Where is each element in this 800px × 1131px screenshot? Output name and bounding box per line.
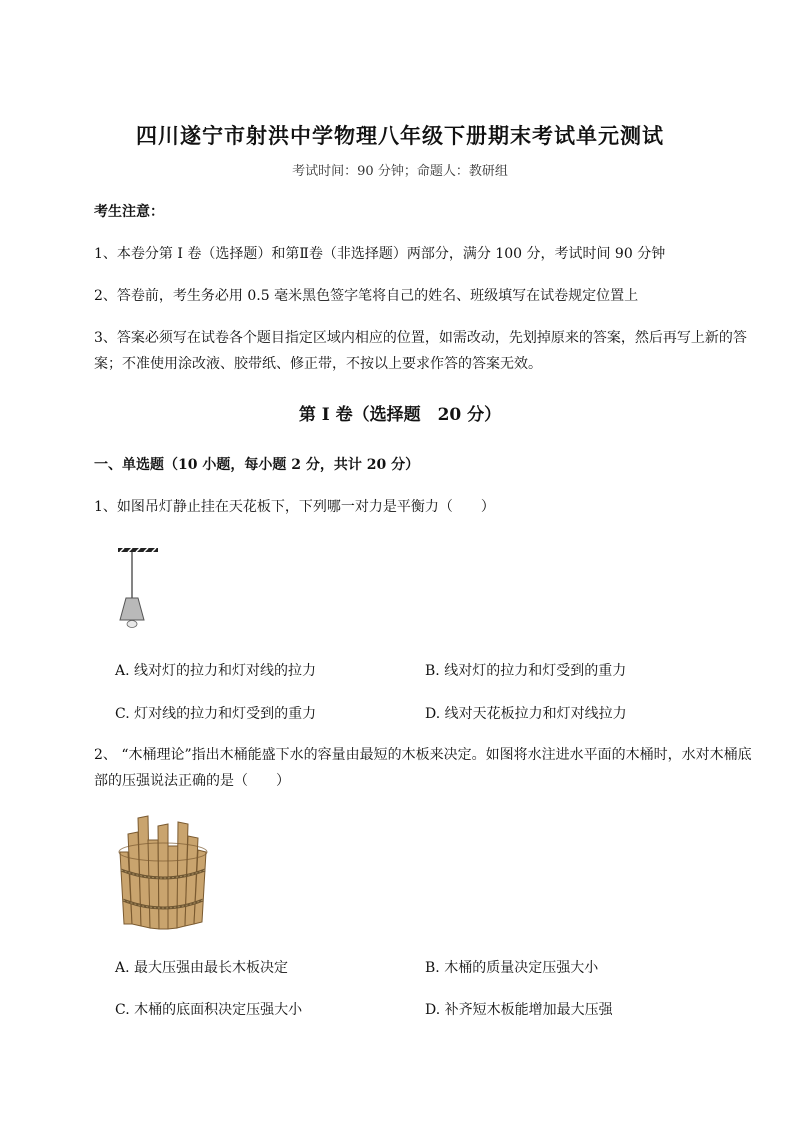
notice-item-3: 3、答案必须写在试卷各个题目指定区域内相应的位置，如需改动，先划掉原来的答案，然后再写上新的答案；不准使用涂改液、胶带纸、修正带，不按以上要求作答的答案无效。 [94, 330, 747, 372]
page-title: 四川遂宁市射洪中学物理八年级下册期末考试单元测试 [136, 123, 664, 148]
notice-item-2: 2、答卷前，考生务必用 0.5 毫米黑色签字笔将自己的姓名、班级填写在试卷规定位置上 [94, 288, 639, 304]
q1-option-a: A. 线对灯的拉力和灯对线的拉力 [115, 663, 317, 679]
ceiling-hatch [118, 548, 158, 552]
q2-option-c: C. 木桶的底面积决定压强大小 [115, 1002, 303, 1018]
exam-info: 考试时间：90 分钟；命题人：教研组 [292, 164, 508, 179]
q2-option-b: B. 木桶的质量决定压强大小 [425, 960, 599, 976]
q1-option-d: D. 线对天花板拉力和灯对线拉力 [425, 706, 627, 722]
lamp-bulb [127, 621, 137, 628]
wooden-bucket-figure [108, 812, 220, 932]
q1-option-b: B. 线对灯的拉力和灯受到的重力 [425, 663, 627, 679]
part-heading: 一、单选题（10 小题，每小题 2 分，共计 20 分） [94, 457, 420, 473]
question-1-stem: 1、如图吊灯静止挂在天花板下，下列哪一对力是平衡力（ ） [94, 499, 495, 515]
notice-item-1: 1、本卷分第 I 卷（选择题）和第Ⅱ卷（非选择题）两部分，满分 100 分，考试时间 90 分钟 [94, 246, 666, 262]
q1-option-c: C. 灯对线的拉力和灯受到的重力 [115, 706, 317, 722]
lamp-shade [120, 598, 144, 620]
q2-option-a: A. 最大压强由最长木板决定 [115, 960, 289, 976]
q2-option-d: D. 补齐短木板能增加最大压强 [425, 1002, 613, 1018]
section-title: 第 I 卷（选择题 20 分） [298, 405, 502, 425]
notice-heading: 考生注意： [94, 204, 164, 220]
hanging-lamp-figure [108, 542, 168, 634]
question-2-stem: 2、 “木桶理论”指出木桶能盛下水的容量由最短的木板来决定。如图将水注进水平面的木桶时，水对木桶底部的压强说法正确的是（ ） [94, 747, 752, 789]
